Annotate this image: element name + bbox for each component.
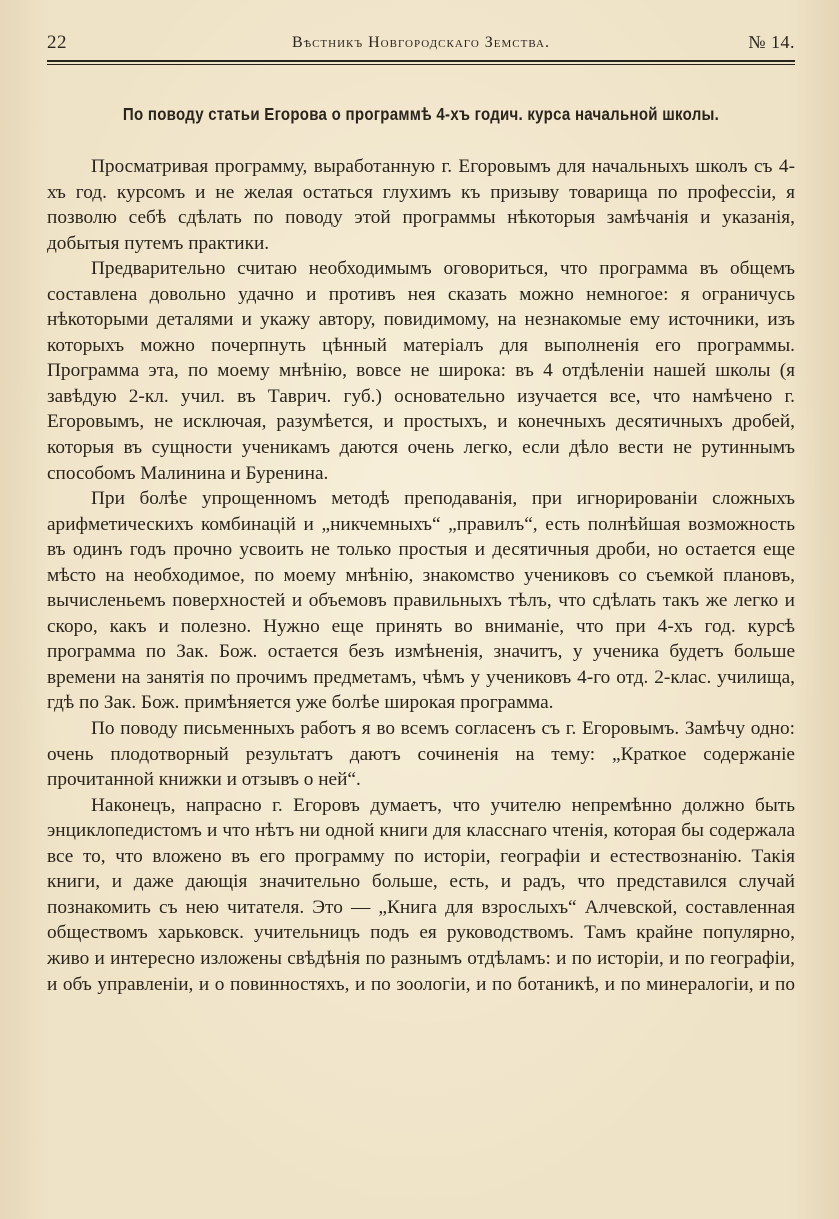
paragraph-3: При болѣе упрощенномъ методѣ преподаванія, при игнорированіи сложныхъ арифметическихъ комбинацій и „никчемныхъ“ „правилъ“, есть полнѣйшая возможность въ одинъ годъ прочно усвоить не только простыя и десятичныя дроби, но остается еще мѣсто на необходимое, по моему мнѣнію, знакомство учениковъ со съемкой плановъ, вычисленьемъ поверхностей и объемовъ правильныхъ тѣлъ, что сдѣлать такъ же легко и скоро, какъ и полезно. Нужно еще принять во вниманіе, что при 4-хъ год. курсѣ программа по Зак. Бож. остается безъ измѣненія, значитъ, у ученика будетъ больше времени на занятія по прочимъ предметамъ, чѣмъ у учениковъ 4-го отд. 2-клас. училища, гдѣ по Зак. Бож. примѣняется уже болѣе широкая программа. xyxy=(47,488,795,714)
paragraph-2: Предварительно считаю необходимымъ оговориться, что программа въ общемъ составлена довольно удачно и противъ нея сказать можно немногое: я ограничусь нѣкоторыми деталями и укажу автору, повидимому, на незнакомые ему источники, изъ которыхъ можно почерпнуть цѣнный матеріалъ для выполненія его программы. Программа эта, по моему мнѣнію, вовсе не широка: въ 4 отдѣленіи нашей школы (я завѣдую 2-кл. учил. въ Таврич. губ.) основательно изучается все, что намѣчено г. Егоровымъ, не исключая, разумѣется, и простыхъ, и конечныхъ десятичныхъ дробей, которыя въ сущности ученикамъ даются очень легко, если дѣло вести не рутиннымъ способомъ Малинина и Буренина. xyxy=(47,258,795,484)
paragraph-5: Наконецъ, напрасно г. Егоровъ думаетъ, что учителю непремѣнно должно быть энциклопедистомъ и что нѣтъ ни одной книги для класснаго чтенія, которая бы содержала все то, что вложено въ его программу по исторіи, географіи и естествознанію. Такія книги, и даже дающія значительно больше, есть, и радъ, что представился случай познакомить съ нею читателя. Это — „Книга для взрослыхъ“ Алчевской, составленная обществомъ харьковск. учительницъ подъ ея руководствомъ. Тамъ крайне популярно, живо и интересно изложены свѣдѣнія по разнымъ отдѣламъ: и по исторіи, и по географіи, и объ управленіи, и о повинностяхъ, и по зоологіи, и по ботаникѣ, и по минералогіи, и по xyxy=(47,794,795,995)
journal-title: Вѣстникъ Новгородскаго Земства. xyxy=(292,34,550,51)
paragraph-4: По поводу письменныхъ работъ я во всемъ согласенъ съ г. Егоровымъ. Замѣчу одно: очень плодотворный результатъ даютъ сочиненія на тему: „Краткое содержаніе прочитанной книжки и отзывъ о ней“. xyxy=(47,718,795,791)
article-title: По поводу статьи Егорова о программѣ 4-хъ годич. курса начальной школы. xyxy=(122,104,720,124)
paragraph-1: Просматривая программу, выработанную г. Егоровымъ для начальныхъ школъ съ 4-хъ год. курсомъ и не желая остаться глухимъ къ призыву товарища по профессiи, я позволю себѣ сдѣлать по поводу этой программы нѣкоторыя замѣчанія и указанія, добытыя путемъ практики. xyxy=(47,156,795,254)
page-number: 22 xyxy=(47,32,67,53)
running-head xyxy=(47,30,795,60)
header-rule-thin xyxy=(47,64,795,65)
issue-number: № 14. xyxy=(748,32,795,52)
article-body xyxy=(47,154,795,997)
header-rule xyxy=(47,60,795,62)
